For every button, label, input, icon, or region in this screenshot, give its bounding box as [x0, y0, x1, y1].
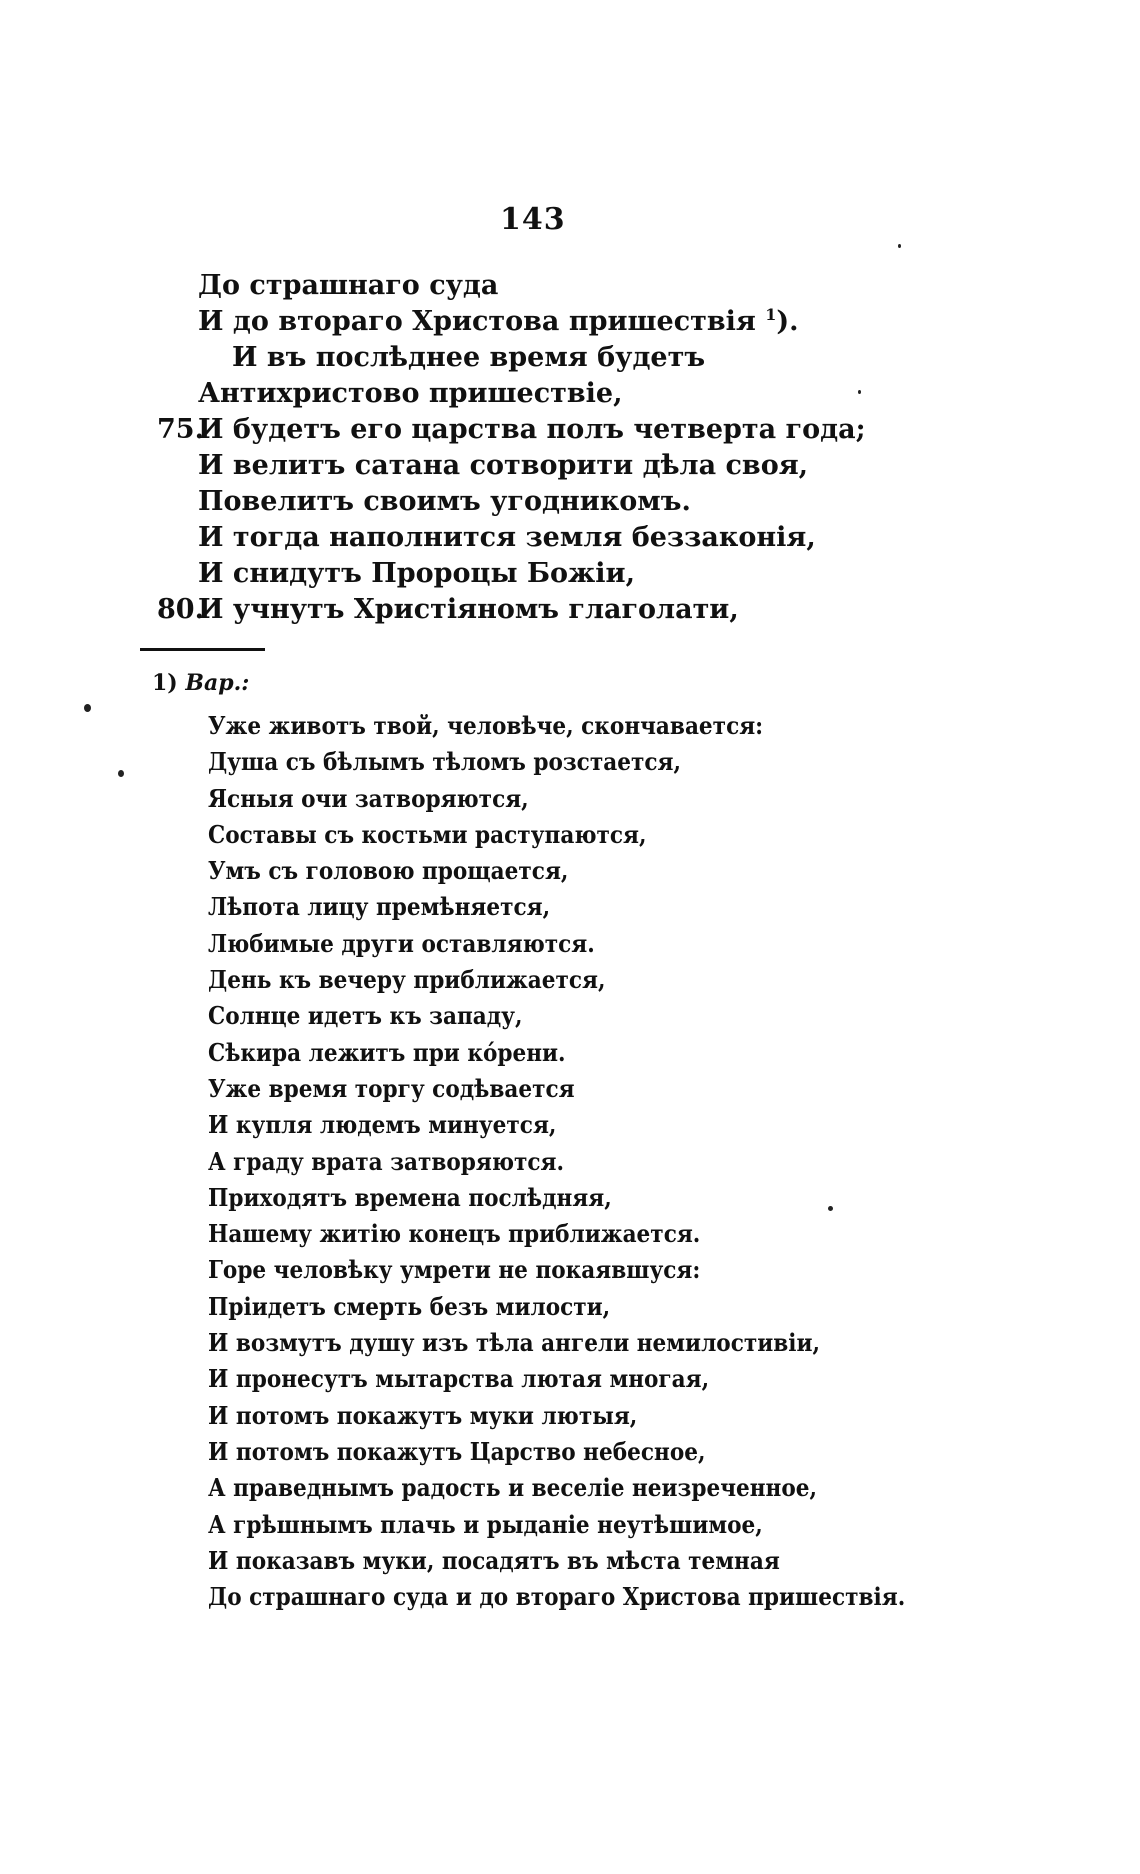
verse-line [120, 340, 820, 376]
footnote-line: И потомъ покажутъ Царство небесное, [208, 1436, 706, 1466]
footnote-divider [140, 648, 265, 651]
footnote-line: Сѣкира лежитъ при кóрени. [208, 1037, 566, 1067]
footnote-line: А грѣшнымъ плачь и рыданіе неутѣшимое, [208, 1509, 763, 1539]
verse-text: И до втораго Христова пришествія [198, 306, 756, 337]
verse-line [120, 268, 820, 304]
footnote-variant-label: Вар.: [185, 670, 250, 696]
footnote-line: А граду врата затворяются. [208, 1146, 565, 1176]
verse-line [120, 520, 820, 556]
verse-text: Повелитъ своимъ угодникомъ. [198, 486, 691, 517]
main-text [120, 268, 866, 628]
verse-line [120, 556, 820, 592]
footnote-line: Умъ съ головою прощается, [208, 856, 569, 886]
verse-text: И будетъ его царства полъ четверта года; [198, 414, 866, 445]
footnote-line: Лѣпота лицу премѣняется, [208, 892, 551, 922]
footnote-line: Ясныя очи затворяются, [208, 783, 529, 813]
footnote-line: И пронесутъ мытарства лютая многая, [208, 1364, 710, 1394]
verse-text-tail: ). [776, 306, 799, 337]
scan-speck [84, 704, 91, 712]
footnote-text [208, 708, 906, 1615]
footnote-marker: 1) [152, 670, 178, 696]
footnote-reference[interactable]: 1 [765, 305, 777, 324]
footnote-heading [152, 670, 249, 696]
verse-number: 75. [157, 414, 204, 445]
footnote-line: И купля людемъ минуется, [208, 1110, 557, 1140]
verse-text: И велитъ сатана сотворити дѣла своя, [198, 450, 809, 481]
verse-line [120, 592, 820, 628]
footnote-line: Составы съ костьми раступаются, [208, 819, 647, 849]
footnote-line: Уже время торгу содѣвается [208, 1073, 575, 1103]
footnote-line: И показавъ муки, посадятъ въ мѣста темная [208, 1545, 780, 1575]
footnote-line: Солнце идетъ къ западу, [208, 1001, 523, 1031]
verse-line [120, 448, 820, 484]
footnote-line: Горе человѣку умрети не покаявшуся: [208, 1255, 701, 1285]
footnote-line: И возмутъ душу изъ тѣла ангели немилостивіи, [208, 1328, 821, 1358]
verse-line [120, 376, 820, 412]
footnote-line: Нашему житію конецъ приближается. [208, 1219, 701, 1249]
verse-text: До страшнаго суда [198, 270, 499, 301]
verse-text: И тогда наполнится земля беззаконія, [198, 522, 816, 553]
footnote-line: Приходятъ времена послѣдняя, [208, 1182, 612, 1212]
footnote-line: Пріидетъ смерть безъ милости, [208, 1291, 611, 1321]
footnote-line: До страшнаго суда и до втораго Христова пришествія. [208, 1582, 906, 1612]
footnote-line: День къ вечеру приближается, [208, 965, 606, 995]
footnote-line: И потомъ покажутъ муки лютыя, [208, 1400, 638, 1430]
verse-text: И снидутъ Пророцы Божіи, [198, 558, 635, 589]
scan-speck [118, 770, 124, 777]
footnote-line: Любимые други оставляются. [208, 928, 595, 958]
scan-speck [858, 390, 861, 394]
scan-speck [828, 1206, 833, 1211]
verse-line [120, 484, 820, 520]
footnote-line: Уже животъ твой, человѣче, скончавается: [208, 711, 764, 740]
scan-speck [898, 244, 901, 248]
verse-text-with-note [198, 304, 799, 340]
verse-number: 80. [157, 594, 204, 625]
verse-line [120, 412, 866, 448]
footnote-line: А праведнымъ радость и веселіе неизреченное, [208, 1473, 818, 1503]
verse-text: Антихристово пришествіе, [198, 378, 623, 409]
verse-line [120, 304, 820, 340]
verse-text: И въ послѣднее время будетъ [232, 342, 706, 373]
page-number: 143 [500, 202, 566, 237]
footnote-line: Душа съ бѣлымъ тѣломъ розстается, [208, 747, 681, 777]
verse-text: И учнутъ Христіяномъ глаголати, [198, 594, 739, 625]
